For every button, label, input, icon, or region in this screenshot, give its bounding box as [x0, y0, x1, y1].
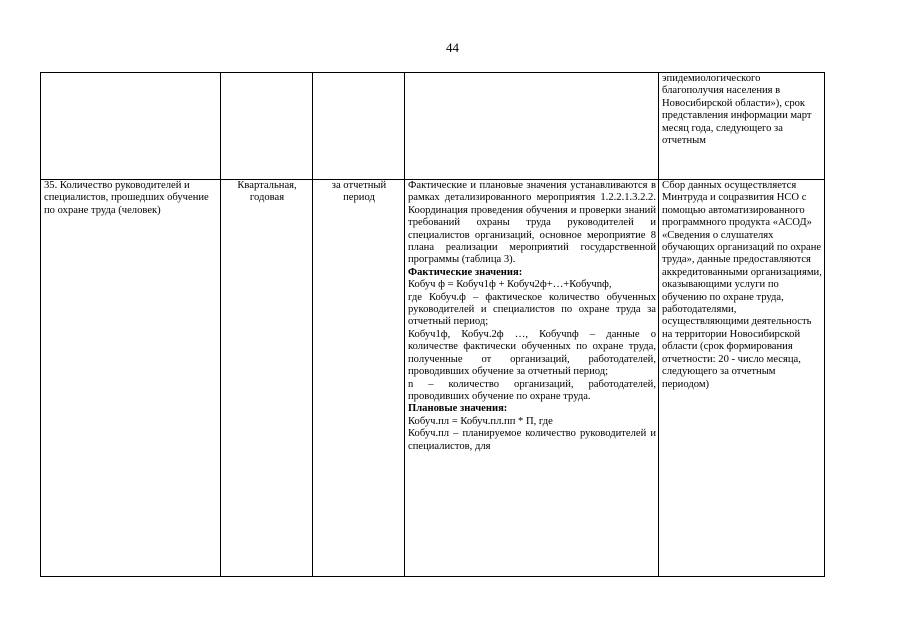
plan-heading: Плановые значения: [408, 403, 508, 415]
cell-period-empty [313, 73, 405, 180]
indicator-name: 35. Количество руководителей и специалистов, прошедших обучение по охране труда (человек) [44, 180, 209, 216]
method-definition-4: Кобуч.пл – планируемое количество руководителей и специалистов, для [408, 428, 656, 452]
cell-source [659, 180, 825, 577]
cell-source-continuation: эпидемиологического благополучия населения в Новосибирской области»), срок представления информации март месяц года, следующего за отчетным [659, 73, 825, 180]
page-number: 44 [446, 40, 459, 55]
period-value: за отчетный период [331, 180, 387, 204]
method-intro: Фактические и плановые значения устанавливаются в рамках детализированного мероприятия 1.2.2.1.3.2.2. Координация проведения обучения и проверки знаний требований охраны труда руководителей и специалистов организаций, основное мероприятие 8 плана реализации мероприятий государственной программы (таблица 3). [408, 180, 656, 266]
method-definition-2: Кобуч1ф, Кобуч.2ф …, Кобучnф – данные о количестве фактически обученных по охране труда, полученные от организаций, работодателей, проводивших обучение за отчетный период; [408, 328, 656, 378]
periodicity-value: Квартальная, годовая [237, 180, 297, 204]
formula-fact: Кобуч ф = Кобуч1ф + Кобуч2ф+…+Кобучnф, [408, 279, 612, 291]
fact-heading: Фактические значения: [408, 266, 523, 278]
cell-indicator-empty [41, 73, 221, 180]
method-definition-3: n – количество организаций, работодателей, проводивших обучение по охране труда. [408, 378, 656, 402]
cell-method-empty [405, 73, 659, 180]
cell-periodicity-empty [221, 73, 313, 180]
table-row-continuation [41, 73, 825, 180]
source-text: Сбор данных осуществляется Минтруда и соцразвития НСО с помощью автоматизированного программного продукта «АСОД» «Сведения о слушателях обучающих организаций по охране труда», данные предоставляются аккредитованными организациями, оказывающими услуги по обучению по охране труда, работодателями, осуществляющими деятельность на территории Новосибирской области (срок формирования отчетности: 20 - число месяца, следующего за отчетным периодом) [662, 180, 822, 390]
indicators-table [40, 72, 825, 577]
method-definition-1: где Кобуч.ф – фактическое количество обученных руководителей и специалистов по охране труда за отчетный период; [408, 291, 656, 328]
table-row-35 [41, 180, 825, 577]
cell-indicator [41, 180, 221, 577]
cell-period [313, 180, 405, 577]
cell-periodicity [221, 180, 313, 577]
formula-plan: Кобуч.пл = Кобуч.пл.пп * П, где [408, 415, 553, 427]
cell-method [405, 180, 659, 577]
